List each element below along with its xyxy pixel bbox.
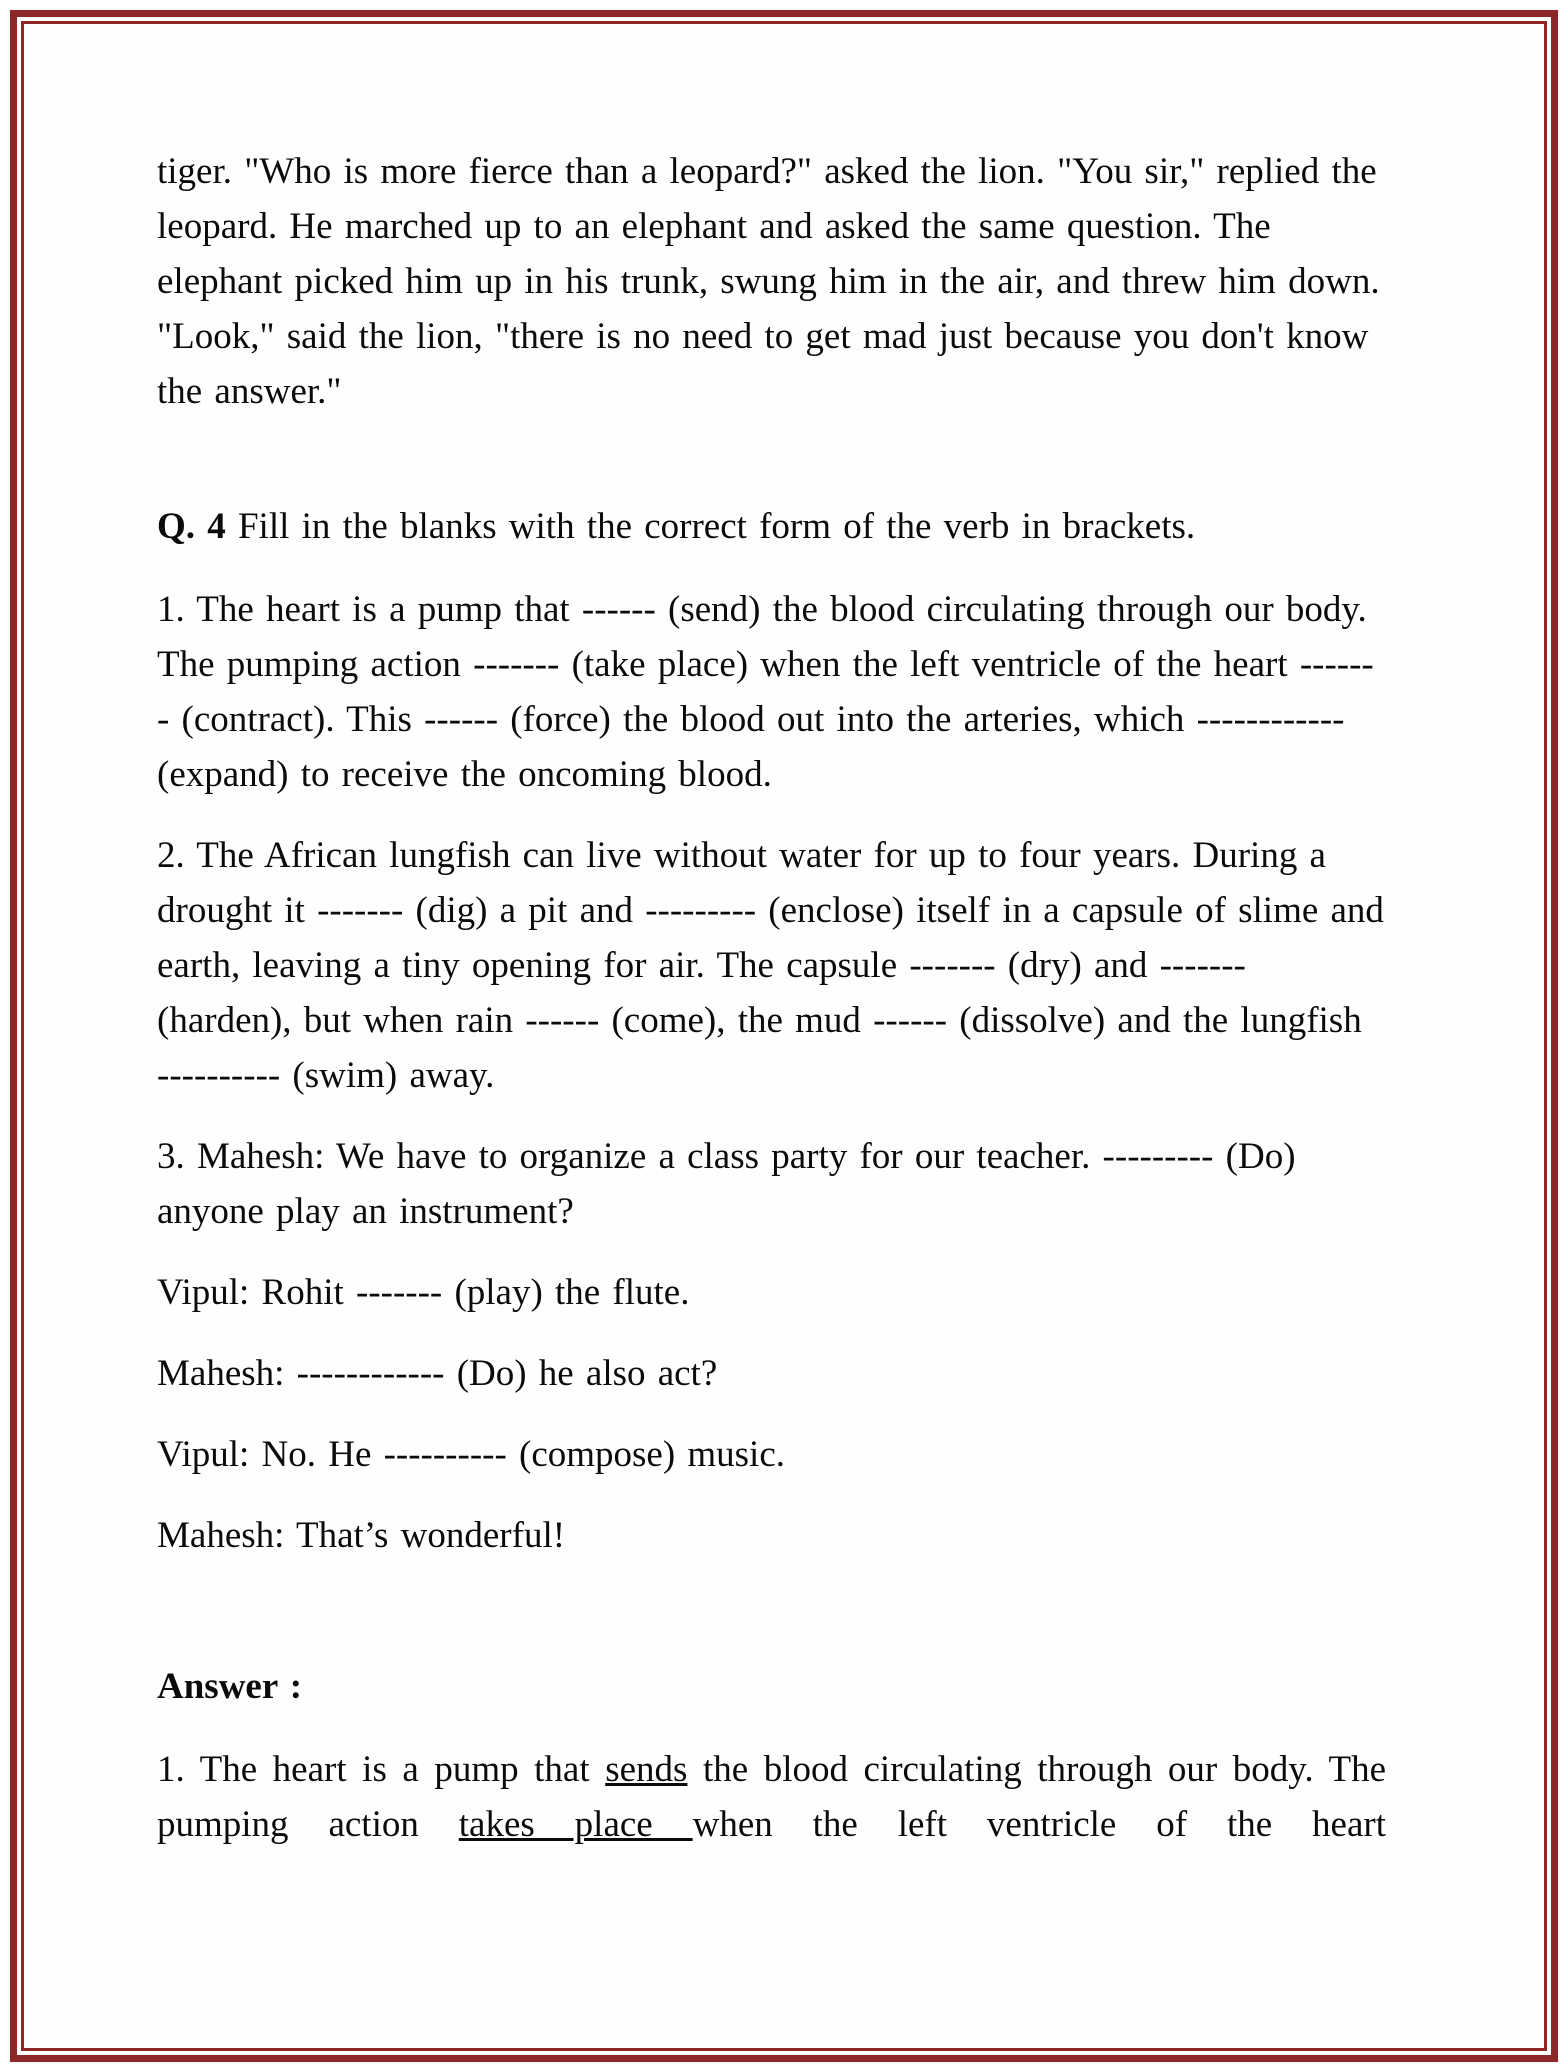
page-border-inner [21,21,1547,2051]
dialogue-line-vipul-1: Vipul: Rohit ------- (play) the flute. [157,1272,690,1313]
page-border-outer [10,10,1558,2062]
story-paragraph: tiger. "Who is more fierce than a leopard?" asked the lion. "You sir," replied the leopard. He marched up to an elephant and asked the same question. The elephant picked him up in his trunk, swung him in the air, and threw him down. "Look," said the lion, "there is no need to get mad just because you don't know the answer." [157,151,1380,412]
exercise-item-2: 2. The African lungfish can live without water for up to four years. During a drought it ------- (dig) a pit and --------- (enclose) itself in a capsule of slime and earth, leaving a tiny opening for air. The capsule ------- (dry) and ------- (harden), but when rain ------ (come), the mud ------ (dissolve) and the lungfish ---------- (swim) away. [157,835,1384,1096]
answer-text-mid: the blood circulating through our body. The pumping action [157,1749,1386,1845]
document-content [157,144,1386,1852]
question-heading [157,499,1386,554]
answer-paragraph [157,1742,1386,1852]
answer-text-post: when the left ventricle of the heart [692,1804,1386,1845]
question-label: Q. 4 [157,506,226,547]
dialogue-line-mahesh-1: Mahesh: ------------ (Do) he also act? [157,1353,718,1394]
answer-heading: Answer : [157,1666,303,1707]
question-text: Fill in the blanks with the correct form of the verb in brackets. [225,506,1196,547]
answer-text-pre: 1. The heart is a pump that [157,1749,606,1790]
dialogue-line-vipul-2: Vipul: No. He ---------- (compose) music. [157,1434,786,1475]
exercise-item-1: 1. The heart is a pump that ------ (send) the blood circulating through our body. The pumping action ------- (take place) when the left ventricle of the heart ------- (contract). This ------ (force) the blood out into the arteries, which ------------ (expand) to receive the oncoming blood. [157,589,1374,795]
dialogue-line-mahesh-2: Mahesh: That’s wonderful! [157,1515,566,1556]
answer-underlined-sends: sends [605,1749,688,1790]
answer-underlined-takes-place: takes place [458,1804,693,1845]
exercise-item-3: 3. Mahesh: We have to organize a class party for our teacher. --------- (Do) anyone play an instrument? [157,1136,1296,1232]
